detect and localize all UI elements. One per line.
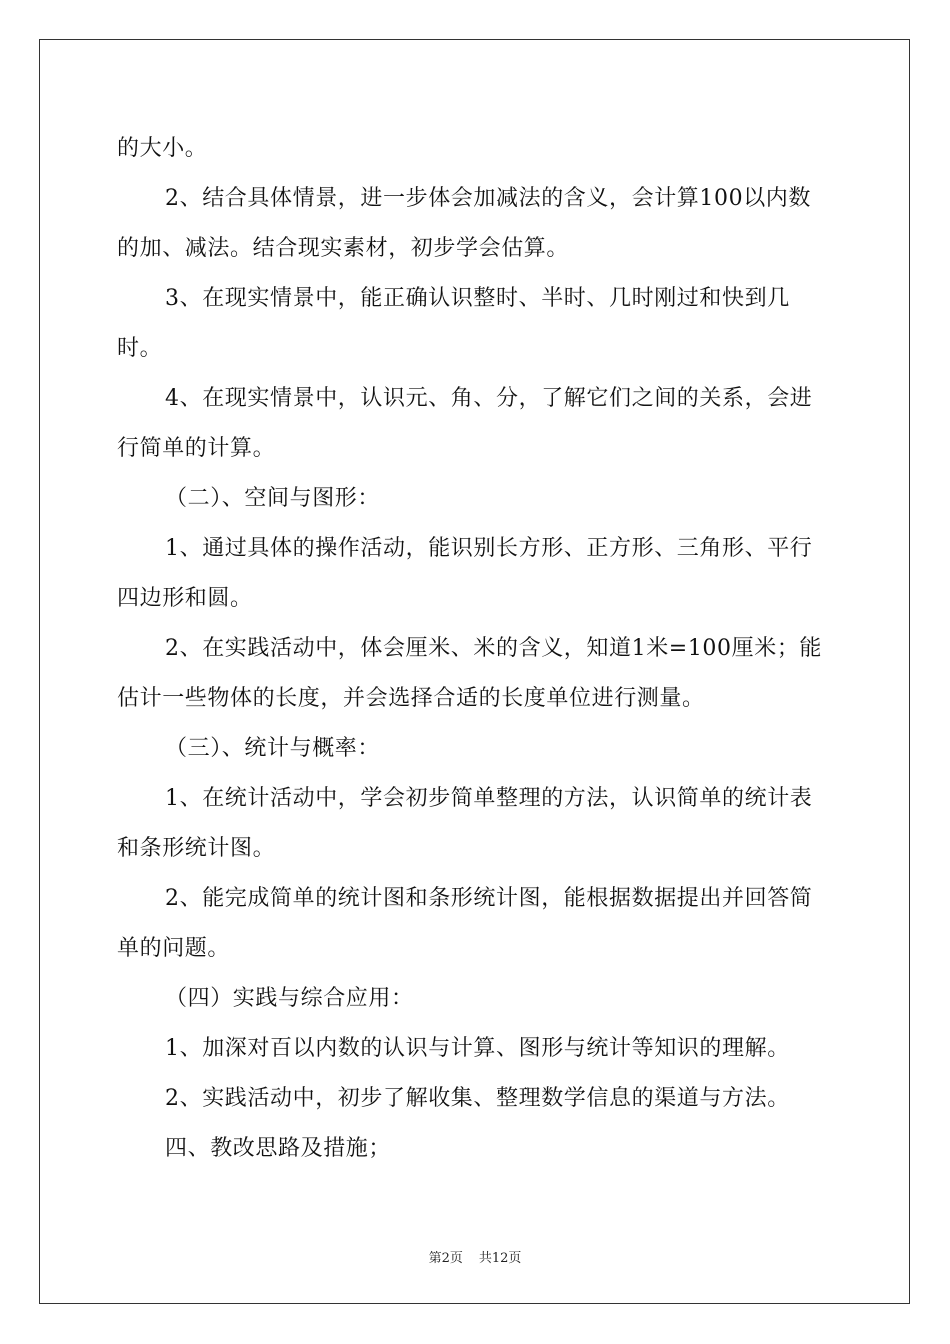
paragraph-6: 1、通过具体的操作活动，能识别长方形、正方形、三角形、平行四边形和圆。 <box>117 536 813 611</box>
page-total: 共12页 <box>478 1251 522 1266</box>
section-heading-four: 四、教改思路及措施； <box>165 1136 392 1161</box>
document-body <box>117 124 833 1174</box>
paragraph-3: 3、在现实情景中，能正确认识整时、半时、几时刚过和快到几时。 <box>117 286 790 361</box>
paragraph-13: 2、实践活动中，初步了解收集、整理数学信息的渠道与方法。 <box>165 1086 790 1111</box>
page-number: 第2页 <box>428 1251 463 1266</box>
section-heading-statistics: （三）、统计与概率： <box>165 736 381 761</box>
paragraph-2: 2、结合具体情景，进一步体会加减法的含义，会计算100以内数的加、减法。结合现实素材，初步学会估算。 <box>117 186 811 261</box>
paragraph-4: 4、在现实情景中，认识元、角、分，了解它们之间的关系，会进行简单的计算。 <box>117 386 813 461</box>
section-heading-practice: （四）实践与综合应用： <box>165 986 414 1011</box>
page-footer <box>0 1247 950 1266</box>
paragraph-12: 1、加深对百以内数的认识与计算、图形与统计等知识的理解。 <box>165 1036 790 1061</box>
paragraph-9: 1、在统计活动中，学会初步简单整理的方法，认识简单的统计表和条形统计图。 <box>117 786 813 861</box>
section-heading-space-shape: （二）、空间与图形： <box>165 486 381 511</box>
paragraph-10: 2、能完成简单的统计图和条形统计图，能根据数据提出并回答简单的问题。 <box>117 886 813 961</box>
paragraph-7: 2、在实践活动中，体会厘米、米的含义，知道1米=100厘米；能估计一些物体的长度，并会选择合适的长度单位进行测量。 <box>117 636 823 711</box>
paragraph-1: 的大小。 <box>117 136 208 161</box>
